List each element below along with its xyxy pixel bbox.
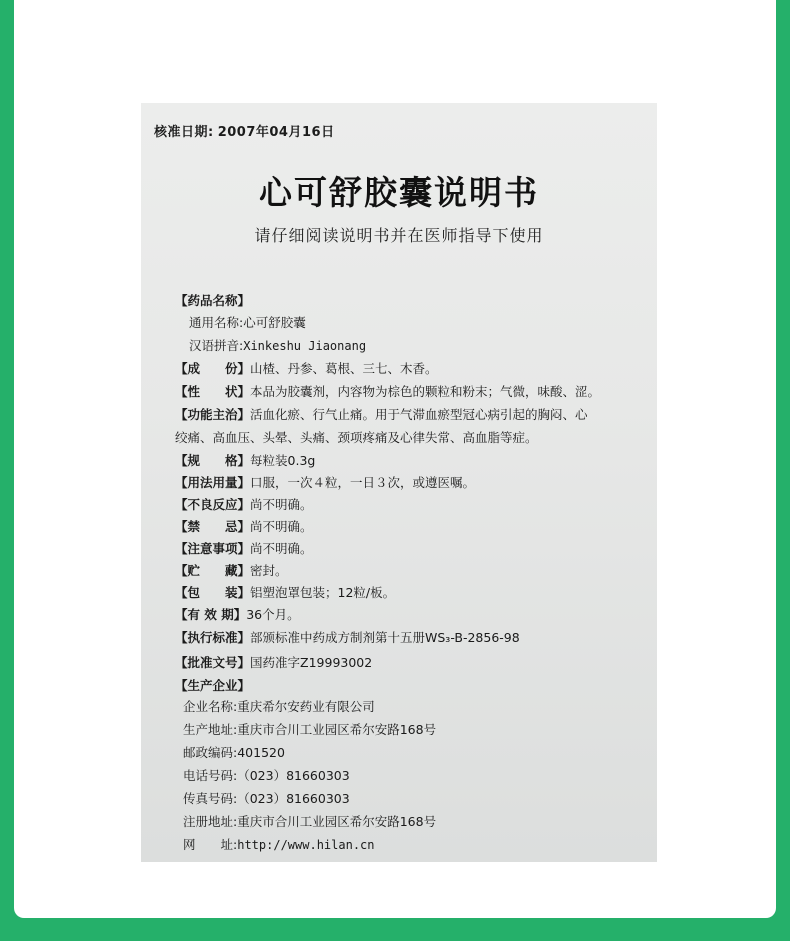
manufacturer-heading — [175, 676, 250, 694]
ingredients-label: 【成 份】 — [175, 361, 251, 376]
registered-address-value: 重庆市合川工业园区希尔安路168号 — [237, 814, 437, 829]
approval-number-label: 【批准文号】 — [175, 655, 251, 670]
validity-value: 36个月。 — [246, 607, 300, 622]
address-row — [183, 720, 436, 738]
dosage-value: 口服，一次４粒，一日３次，或遵医嘱。 — [250, 475, 476, 490]
address-label: 生产地址: — [183, 722, 238, 737]
dosage-row — [175, 473, 475, 491]
package-label: 【包 装】 — [175, 585, 251, 600]
validity-label: 【有 效 期】 — [175, 607, 247, 622]
leaflet-photo — [141, 103, 657, 862]
standard-label: 【执行标准】 — [175, 630, 251, 645]
indications-value-2: 绞痛、高血压、头晕、头痛、颈项疼痛及心律失常、高血脂等症。 — [175, 430, 538, 445]
address-value: 重庆市合川工业园区希尔安路168号 — [237, 722, 437, 737]
website-row — [183, 835, 375, 853]
adverse-label: 【不良反应】 — [175, 497, 251, 512]
website-value: http://www.hilan.cn — [237, 838, 375, 852]
leaflet-title: 心可舒胶囊说明书 — [259, 173, 539, 212]
indications-row — [175, 405, 588, 423]
precautions-row — [175, 539, 313, 557]
generic-name-value: 心可舒胶囊 — [243, 315, 306, 330]
phone-value: （023）81660303 — [237, 768, 350, 783]
validity-row — [175, 605, 300, 623]
company-label: 企业名称: — [183, 699, 238, 714]
ingredients-row — [175, 359, 438, 377]
postcode-value: 401520 — [237, 745, 285, 760]
approval-date-label: 核准日期: — [154, 125, 214, 140]
storage-label: 【贮 藏】 — [175, 563, 251, 578]
phone-label: 电话号码: — [183, 768, 238, 783]
company-value: 重庆希尔安药业有限公司 — [237, 699, 375, 714]
spec-value: 每粒装0.3g — [250, 453, 316, 468]
drug-name-heading — [175, 291, 250, 309]
storage-row — [175, 561, 288, 579]
pinyin-value: Xinkeshu Jiaonang — [243, 339, 367, 353]
contraindications-value: 尚不明确。 — [250, 519, 313, 534]
ingredients-value: 山楂、丹参、葛根、三七、木香。 — [250, 361, 438, 376]
postcode-label: 邮政编码: — [183, 745, 238, 760]
properties-value: 本品为胶囊剂，内容物为棕色的颗粒和粉末；气微，味酸、涩。 — [250, 384, 601, 399]
pinyin-row — [189, 336, 366, 354]
dosage-label: 【用法用量】 — [175, 475, 251, 490]
precautions-value: 尚不明确。 — [250, 541, 313, 556]
phone-row — [183, 766, 350, 784]
precautions-label: 【注意事项】 — [175, 541, 251, 556]
drug-name-heading-label: 【药品名称】 — [175, 293, 251, 308]
contraindications-row — [175, 517, 313, 535]
registered-address-row — [183, 812, 436, 830]
approval-date-line — [154, 121, 335, 140]
storage-value: 密封。 — [250, 563, 288, 578]
registered-address-label: 注册地址: — [183, 814, 238, 829]
indications-continued — [175, 428, 538, 446]
fax-row — [183, 789, 350, 807]
indications-label: 【功能主治】 — [175, 407, 251, 422]
manufacturer-heading-label: 【生产企业】 — [175, 678, 251, 693]
approval-number-value: 国药准字Z19993002 — [250, 655, 373, 670]
generic-name-label: 通用名称: — [189, 315, 244, 330]
generic-name-row — [189, 313, 306, 331]
fax-label: 传真号码: — [183, 791, 238, 806]
website-label: 网 址: — [183, 837, 238, 852]
package-value: 铝塑泡罩包装；12粒/板。 — [250, 585, 396, 600]
indications-value-1: 活血化瘀、行气止痛。用于气滞血瘀型冠心病引起的胸闷、心 — [250, 407, 588, 422]
pinyin-label: 汉语拼音: — [189, 338, 244, 353]
spec-row — [175, 451, 315, 469]
standard-value: 部颁标准中药成方制剂第十五册WS₃-B-2856-98 — [250, 630, 520, 645]
adverse-value: 尚不明确。 — [250, 497, 313, 512]
leaflet-subtitle: 请仔细阅读说明书并在医师指导下使用 — [254, 226, 544, 245]
approval-number-row — [175, 653, 372, 671]
contraindications-label: 【禁 忌】 — [175, 519, 251, 534]
properties-row — [175, 382, 600, 400]
spec-label: 【规 格】 — [175, 453, 251, 468]
fax-value: （023）81660303 — [237, 791, 350, 806]
company-row — [183, 697, 375, 715]
approval-date-value: 2007年04月16日 — [217, 125, 335, 140]
package-row — [175, 583, 395, 601]
postcode-row — [183, 743, 285, 761]
properties-label: 【性 状】 — [175, 384, 251, 399]
adverse-row — [175, 495, 313, 513]
standard-row — [175, 628, 520, 646]
